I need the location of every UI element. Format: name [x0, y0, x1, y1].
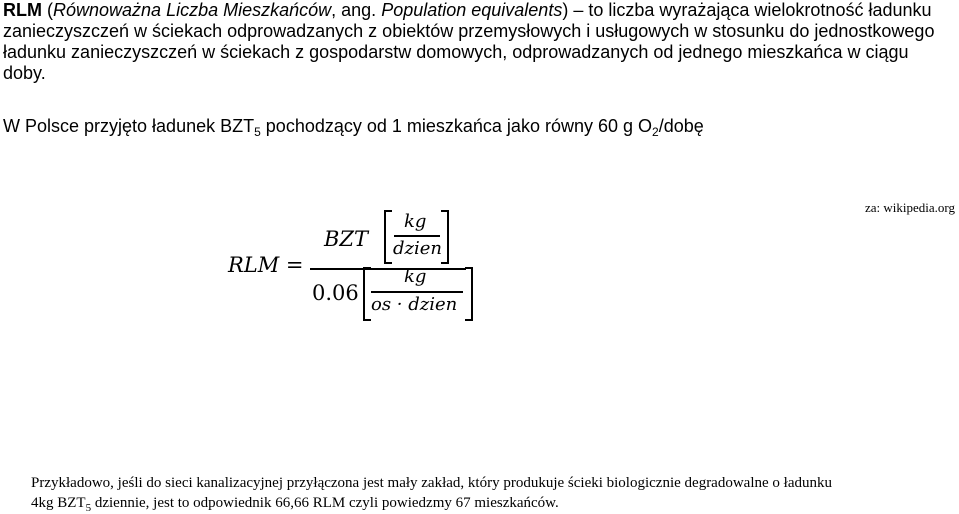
numerator-bracket-left	[384, 210, 392, 264]
denominator-label: 0.06	[312, 281, 359, 305]
poland-note	[3, 116, 955, 137]
mid-text: , ang.	[331, 0, 382, 20]
numerator-unit-bar	[394, 235, 440, 237]
main-fraction-bar	[310, 268, 466, 270]
denominator-unit-bottom: os · dzien	[371, 294, 458, 315]
poland-note-after: /dobę	[658, 116, 704, 136]
poland-note-sub2: 2	[652, 125, 659, 139]
source-credit: za: wikipedia.org	[864, 200, 955, 215]
denominator-bracket-right	[465, 267, 473, 321]
example-paragraph	[31, 473, 956, 513]
numerator-label: BZT	[324, 227, 369, 251]
example-line2-after: dziennie, jest to odpowiednik 66,66 RLM czyli powiedzmy 67 mieszkańców.	[91, 495, 559, 511]
denominator-unit-bar	[371, 291, 463, 293]
rlm-formula	[228, 205, 488, 325]
formula-lhs: RLM =	[228, 253, 304, 277]
english-name: Population equivalents	[381, 0, 563, 20]
denominator-bracket-left	[363, 267, 371, 321]
polish-name: Równoważna Liczba Mieszkańców	[53, 0, 332, 20]
example-line2-sub: 5	[85, 502, 92, 514]
poland-note-before: W Polsce przyjęto ładunek BZT	[3, 116, 255, 136]
definition-text: ) – to liczba wyrażająca wielokrotność ładunku zanieczyszczeń w ściekach odprowadzanych z obiektów przemysłowych i usługowych w stosunku do jednostkowego ładunku zanieczyszczeń w ściekach z gospodarstw domowych, odprowadzanych od jednego mieszkańca w ciągu doby.	[3, 0, 935, 83]
poland-note-middle: pochodzący od 1 mieszkańca jako równy 60 g O	[260, 116, 653, 136]
example-line1: Przykładowo, jeśli do sieci kanalizacyjnej przyłączona jest mały zakład, który produkuje ścieki biologicznie degradowalne o ładunku	[31, 475, 832, 491]
term-rlm: RLM	[3, 0, 42, 20]
numerator-unit-bottom: dzien	[393, 238, 443, 259]
definition-paragraph	[3, 0, 955, 84]
example-line2-before: 4kg BZT	[31, 495, 86, 511]
denominator-unit-top: kg	[404, 266, 427, 287]
numerator-unit-top: kg	[404, 211, 427, 232]
numerator-bracket-right	[441, 210, 449, 264]
paren-open: (	[42, 0, 53, 20]
poland-note-sub1: 5	[254, 125, 261, 139]
